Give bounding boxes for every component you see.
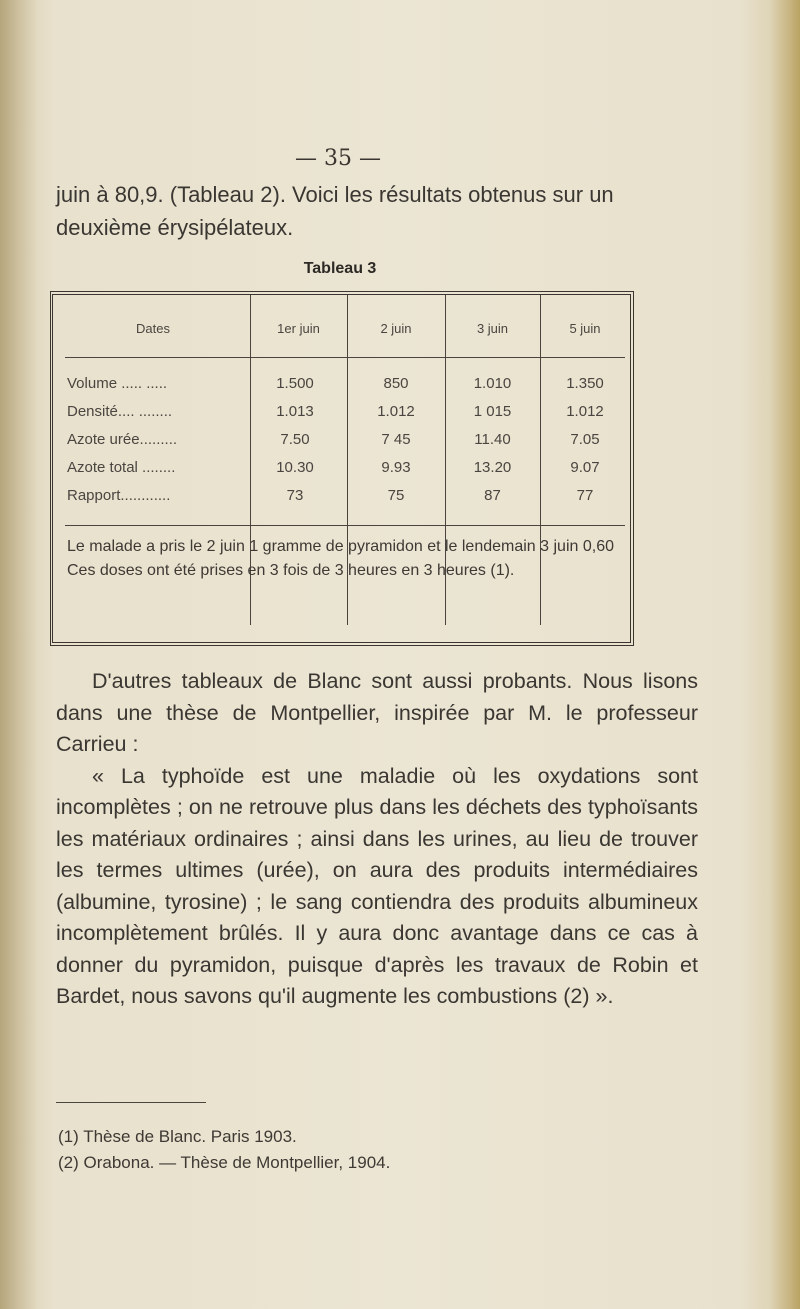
table-cell: 77: [576, 487, 594, 504]
footnote: (2) Orabona. — Thèse de Montpellier, 1904.: [58, 1153, 391, 1172]
intro-paragraph: juin à 80,9. (Tableau 2). Voici les résultats obtenus sur un deuxième érysipélateux.: [56, 182, 614, 240]
table-cell: 9.93: [381, 459, 411, 476]
table-cell: 1.350: [566, 375, 604, 392]
table-cell: 1.013: [276, 403, 314, 420]
footnotes: [58, 1124, 658, 1176]
footnote-rule: [56, 1102, 206, 1103]
table-cell: 9.07: [570, 459, 600, 476]
table-cell: 1 015: [473, 403, 512, 420]
footnote: (1) Thèse de Blanc. Paris 1903.: [58, 1127, 297, 1146]
table-cell: 87: [484, 487, 501, 504]
table-cell: 1.010: [473, 375, 512, 392]
paragraph: D'autres tableaux de Blanc sont aussi probants. Nous lisons dans une thèse de Montpellier, inspirée par M. le professeur Carrieu :: [56, 669, 698, 756]
results-table: [50, 291, 634, 646]
note-rule: [65, 525, 625, 526]
row-label-rapport: Rapport............: [67, 487, 171, 504]
table-cell: 1.500: [276, 375, 314, 392]
table-cell: 1.012: [377, 403, 415, 420]
page-number: — 35 —: [295, 146, 381, 171]
table-cell: 7.05: [570, 431, 600, 448]
table-cell: 11.40: [474, 431, 511, 448]
header-date-4: 5 juin: [569, 321, 601, 336]
table-cell: 7 45: [381, 431, 411, 448]
table-cell: 850: [383, 375, 409, 392]
table-cell: 7.50: [280, 431, 310, 448]
table-cell: 1.012: [566, 403, 604, 420]
header-date-3: 3 juin: [476, 321, 509, 336]
table-cell: 73: [286, 487, 304, 504]
row-label-azote-uree: Azote urée.........: [67, 431, 178, 448]
table-note: Le malade a pris le 2 juin 1 gramme de pyramidon et le lendemain 3 juin 0,60 Ces doses ont été prises en 3 fois de 3 heures en 3 heures (1).: [67, 538, 614, 579]
page-edge-stain-right: [770, 0, 800, 1309]
row-label-volume: Volume ..... .....: [67, 375, 168, 392]
quotation-paragraph: « La typhoïde est une maladie où les oxydations sont incomplètes ; on ne retrouve plus dans les déchets des typhoïsants les matériaux ordinaires ; ainsi dans les urines, au lieu de trouver les termes ultimes (urée), on aura des produits intermédiaires (albumine, tyrosine) ; le sang contiendra des produits albumineux incomplètement brûlés. Il y aura donc avantage dans ce cas à donner du pyramidon, puisque d'après les travaux de Robin et Bardet, nous savons qu'il augmente les combustions (2) ».: [56, 763, 698, 1008]
row-label-azote-total: Azote total ........: [67, 459, 176, 476]
table-cell: 75: [387, 487, 405, 504]
header-rule: [65, 357, 625, 358]
header-dates: Dates: [136, 321, 170, 336]
table-cell: 13.20: [473, 459, 512, 476]
table-cell: 10.30: [276, 459, 314, 476]
header-date-2: 2 juin: [380, 321, 412, 336]
body-text: [56, 666, 698, 1013]
row-label-densite: Densité.... ........: [67, 403, 173, 420]
page-edge-stain-left: [0, 0, 38, 1309]
table-caption: Tableau 3: [303, 260, 377, 277]
header-date-1: 1er juin: [277, 321, 320, 336]
